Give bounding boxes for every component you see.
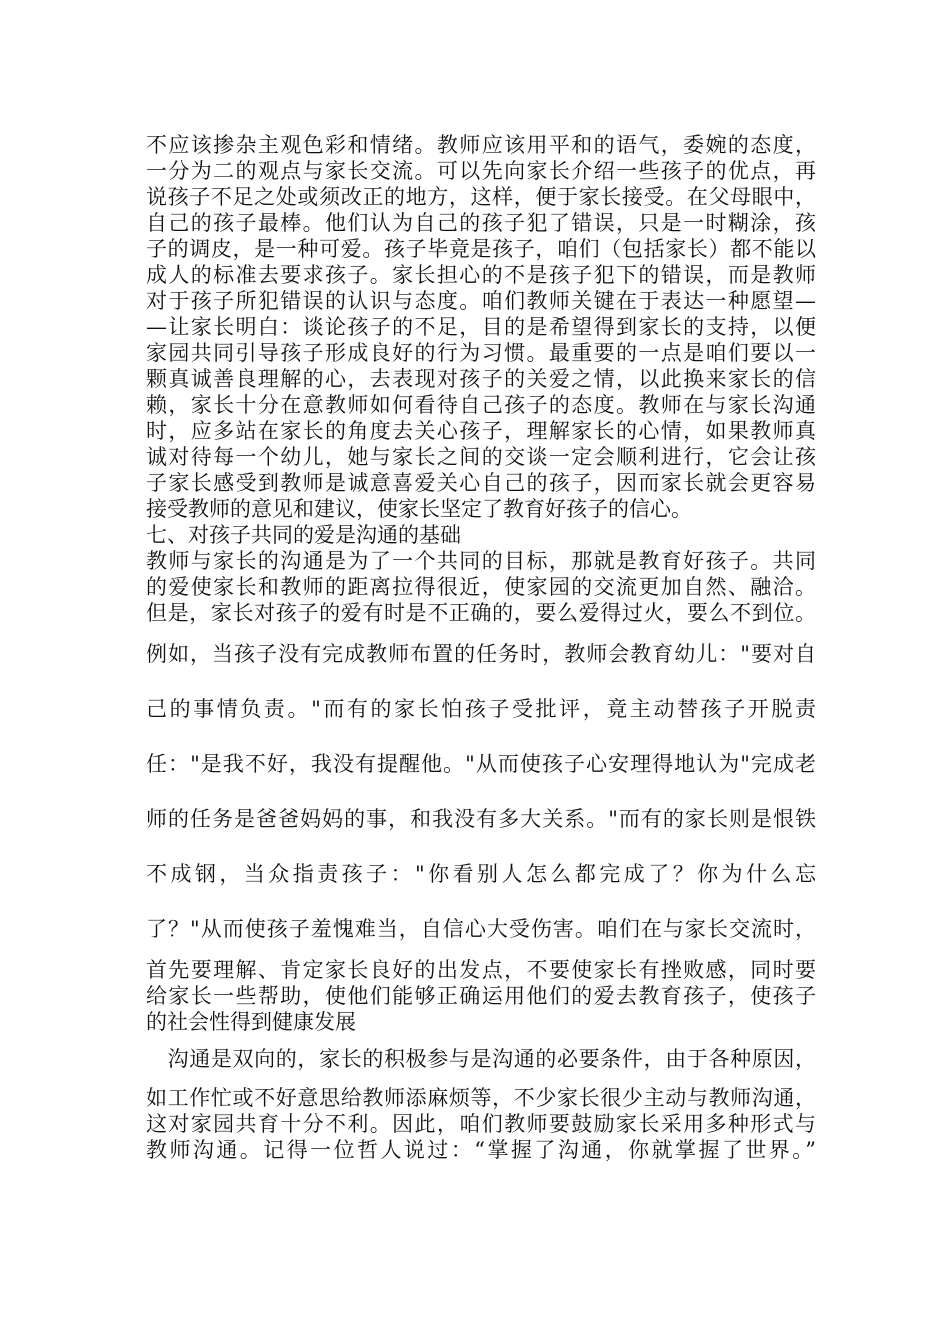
text-line: 任："是我不好，我没有提醒他。"从而使孩子心安理得地认为"完成老 (146, 752, 816, 776)
text-line: 但是，家长对孩子的爱有时是不正确的，要么爱得过火，要么不到位。 (146, 601, 816, 625)
text-line: 这对家园共育十分不利。因此，咱们教师要鼓励家长采用多种形式与 (146, 1112, 816, 1136)
text-line: 赖，家长十分在意教师如何看待自己孩子的态度。教师在与家长沟通 (146, 393, 816, 417)
text-line: 的社会性得到健康发展 (146, 1010, 356, 1034)
text-line: 对于孩子所犯错误的认识与态度。咱们教师关键在于表达一种愿望— (146, 289, 816, 313)
text-line: 时，应多站在家长的角度去关心孩子，理解家长的心情，如果教师真 (146, 419, 816, 443)
text-line: 教师与家长的沟通是为了一个共同的目标，那就是教育好孩子。共同 (146, 549, 816, 573)
text-line: 首先要理解、肯定家长良好的出发点，不要使家长有挫败感，同时要 (146, 958, 816, 982)
text-line: 教师沟通。记得一位哲人说过：“掌握了沟通，你就掌握了世界。” (146, 1138, 816, 1162)
text-line: 了？"从而使孩子羞愧难当，自信心大受伤害。咱们在与家长交流时， (146, 917, 816, 941)
text-line: 接受教师的意见和建议，使家长坚定了教育好孩子的信心。 (146, 497, 692, 521)
text-line: 不应该掺杂主观色彩和情绪。教师应该用平和的语气，委婉的态度， (146, 133, 816, 157)
text-line: 沟通是双向的，家长的积极参与是沟通的必要条件，由于各种原因， (146, 1047, 816, 1071)
text-line: 成人的标准去要求孩子。家长担心的不是孩子犯下的错误，而是教师 (146, 263, 816, 287)
text-line: 家园共同引导孩子形成良好的行为习惯。最重要的一点是咱们要以一 (146, 341, 816, 365)
text-line: 子的调皮，是一种可爱。孩子毕竟是孩子，咱们（包括家长）都不能以 (146, 237, 816, 261)
text-line: 颗真诚善良理解的心，去表现对孩子的关爱之情，以此换来家长的信 (146, 367, 816, 391)
text-line: 给家长一些帮助，使他们能够正确运用他们的爱去教育孩子，使孩子 (146, 984, 816, 1008)
text-line: 一分为二的观点与家长交流。可以先向家长介绍一些孩子的优点，再 (146, 159, 816, 183)
text-line: 己的事情负责。"而有的家长怕孩子受批评，竟主动替孩子开脱责 (146, 697, 816, 721)
section-heading: 七、对孩子共同的爱是沟通的基础 (146, 523, 461, 547)
text-line: 诚对待每一个幼儿，她与家长之间的交谈一定会顺利进行，它会让孩 (146, 445, 816, 469)
text-line: 如工作忙或不好意思给教师添麻烦等，不少家长很少主动与教师沟通， (146, 1086, 816, 1110)
text-line: 说孩子不足之处或须改正的地方，这样，便于家长接受。在父母眼中， (146, 185, 816, 209)
text-line: 的爱使家长和教师的距离拉得很近，使家园的交流更加自然、融洽。 (146, 575, 816, 599)
text-line: 自己的孩子最棒。他们认为自己的孩子犯了错误，只是一时糊涂，孩 (146, 211, 816, 235)
text-line: 例如，当孩子没有完成教师布置的任务时，教师会教育幼儿："要对自 (146, 642, 816, 666)
text-line: 子家长感受到教师是诚意喜爱关心自己的孩子，因而家长就会更容易 (146, 471, 816, 495)
text-line: 师的任务是爸爸妈妈的事，和我没有多大关系。"而有的家长则是恨铁 (146, 807, 816, 831)
text-line: —让家长明白：谈论孩子的不足，目的是希望得到家长的支持，以便 (146, 315, 816, 339)
text-line: 不成钢，当众指责孩子："你看别人怎么都完成了？你为什么忘 (146, 862, 816, 886)
